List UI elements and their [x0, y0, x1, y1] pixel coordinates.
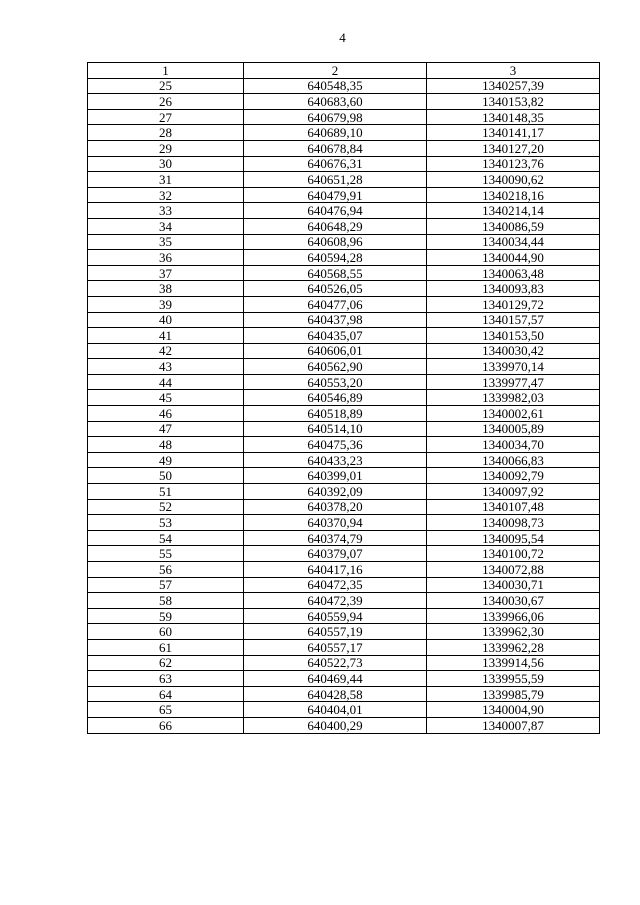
x-coordinate-cell: 640526,05 — [244, 281, 427, 297]
y-coordinate-cell: 1340030,67 — [427, 593, 600, 609]
point-number-cell: 38 — [88, 281, 244, 297]
y-coordinate-cell: 1340092,79 — [427, 468, 600, 484]
point-number-cell: 60 — [88, 624, 244, 640]
point-number-cell: 52 — [88, 499, 244, 515]
y-coordinate-cell: 1340123,76 — [427, 156, 600, 172]
table-body — [88, 78, 600, 733]
table-row — [88, 156, 600, 172]
point-number-cell: 28 — [88, 125, 244, 141]
x-coordinate-cell: 640374,79 — [244, 530, 427, 546]
point-number-cell: 46 — [88, 406, 244, 422]
table-row — [88, 265, 600, 281]
table-row — [88, 390, 600, 406]
x-coordinate-cell: 640476,94 — [244, 203, 427, 219]
x-coordinate-cell: 640437,98 — [244, 312, 427, 328]
table-row — [88, 203, 600, 219]
point-number-cell: 36 — [88, 250, 244, 266]
y-coordinate-cell: 1340072,88 — [427, 562, 600, 578]
x-coordinate-cell: 640514,10 — [244, 421, 427, 437]
y-coordinate-cell: 1340002,61 — [427, 406, 600, 422]
y-coordinate-cell: 1340218,16 — [427, 187, 600, 203]
x-coordinate-cell: 640651,28 — [244, 172, 427, 188]
table-row — [88, 421, 600, 437]
x-coordinate-cell: 640568,55 — [244, 265, 427, 281]
point-number-cell: 51 — [88, 484, 244, 500]
table-row — [88, 374, 600, 390]
point-number-cell: 63 — [88, 671, 244, 687]
table-row — [88, 686, 600, 702]
table-row — [88, 702, 600, 718]
point-number-cell: 37 — [88, 265, 244, 281]
point-number-cell: 47 — [88, 421, 244, 437]
table-row — [88, 406, 600, 422]
table-row — [88, 624, 600, 640]
point-number-cell: 61 — [88, 639, 244, 655]
x-coordinate-cell: 640557,17 — [244, 639, 427, 655]
point-number-cell: 58 — [88, 593, 244, 609]
point-number-cell: 33 — [88, 203, 244, 219]
x-coordinate-cell: 640676,31 — [244, 156, 427, 172]
y-coordinate-cell: 1340153,82 — [427, 94, 600, 110]
x-coordinate-cell: 640553,20 — [244, 374, 427, 390]
x-coordinate-cell: 640475,36 — [244, 437, 427, 453]
table-row — [88, 562, 600, 578]
table-row — [88, 140, 600, 156]
y-coordinate-cell: 1340141,17 — [427, 125, 600, 141]
point-number-cell: 26 — [88, 94, 244, 110]
point-number-cell: 59 — [88, 608, 244, 624]
table-row — [88, 655, 600, 671]
y-coordinate-cell: 1340097,92 — [427, 484, 600, 500]
column-header-1: 1 — [88, 63, 244, 79]
table-row — [88, 109, 600, 125]
table-row — [88, 218, 600, 234]
x-coordinate-cell: 640518,89 — [244, 406, 427, 422]
point-number-cell: 42 — [88, 343, 244, 359]
y-coordinate-cell: 1340095,54 — [427, 530, 600, 546]
point-number-cell: 62 — [88, 655, 244, 671]
x-coordinate-cell: 640689,10 — [244, 125, 427, 141]
table-row — [88, 608, 600, 624]
table-row — [88, 250, 600, 266]
point-number-cell: 57 — [88, 577, 244, 593]
x-coordinate-cell: 640522,73 — [244, 655, 427, 671]
y-coordinate-cell: 1340093,83 — [427, 281, 600, 297]
x-coordinate-cell: 640392,09 — [244, 484, 427, 500]
table-row — [88, 452, 600, 468]
point-number-cell: 43 — [88, 359, 244, 375]
y-coordinate-cell: 1340086,59 — [427, 218, 600, 234]
y-coordinate-cell: 1340034,44 — [427, 234, 600, 250]
table-row — [88, 359, 600, 375]
x-coordinate-cell: 640594,28 — [244, 250, 427, 266]
y-coordinate-cell: 1339955,59 — [427, 671, 600, 687]
x-coordinate-cell: 640683,60 — [244, 94, 427, 110]
y-coordinate-cell: 1339977,47 — [427, 374, 600, 390]
y-coordinate-cell: 1340005,89 — [427, 421, 600, 437]
point-number-cell: 56 — [88, 562, 244, 578]
x-coordinate-cell: 640417,16 — [244, 562, 427, 578]
y-coordinate-cell: 1340100,72 — [427, 546, 600, 562]
y-coordinate-cell: 1340257,39 — [427, 78, 600, 94]
point-number-cell: 31 — [88, 172, 244, 188]
table-row — [88, 546, 600, 562]
point-number-cell: 29 — [88, 140, 244, 156]
x-coordinate-cell: 640399,01 — [244, 468, 427, 484]
y-coordinate-cell: 1340030,42 — [427, 343, 600, 359]
y-coordinate-cell: 1340157,57 — [427, 312, 600, 328]
point-number-cell: 53 — [88, 515, 244, 531]
table-row — [88, 671, 600, 687]
y-coordinate-cell: 1340107,48 — [427, 499, 600, 515]
y-coordinate-cell: 1340063,48 — [427, 265, 600, 281]
y-coordinate-cell: 1340148,35 — [427, 109, 600, 125]
point-number-cell: 34 — [88, 218, 244, 234]
y-coordinate-cell: 1340034,70 — [427, 437, 600, 453]
table-row — [88, 515, 600, 531]
x-coordinate-cell: 640606,01 — [244, 343, 427, 359]
table-row — [88, 281, 600, 297]
table-row — [88, 125, 600, 141]
y-coordinate-cell: 1339982,03 — [427, 390, 600, 406]
table-row — [88, 296, 600, 312]
table-row — [88, 468, 600, 484]
y-coordinate-cell: 1339962,30 — [427, 624, 600, 640]
y-coordinate-cell: 1340153,50 — [427, 328, 600, 344]
x-coordinate-cell: 640378,20 — [244, 499, 427, 515]
y-coordinate-cell: 1340030,71 — [427, 577, 600, 593]
x-coordinate-cell: 640557,19 — [244, 624, 427, 640]
x-coordinate-cell: 640479,91 — [244, 187, 427, 203]
table-row — [88, 172, 600, 188]
column-header-2: 2 — [244, 63, 427, 79]
table-row — [88, 312, 600, 328]
y-coordinate-cell: 1340129,72 — [427, 296, 600, 312]
point-number-cell: 41 — [88, 328, 244, 344]
point-number-cell: 44 — [88, 374, 244, 390]
y-coordinate-cell: 1340098,73 — [427, 515, 600, 531]
y-coordinate-cell: 1340214,14 — [427, 203, 600, 219]
y-coordinate-cell: 1339985,79 — [427, 686, 600, 702]
x-coordinate-cell: 640648,29 — [244, 218, 427, 234]
x-coordinate-cell: 640400,29 — [244, 717, 427, 733]
table-row — [88, 484, 600, 500]
point-number-cell: 25 — [88, 78, 244, 94]
point-number-cell: 64 — [88, 686, 244, 702]
y-coordinate-cell: 1339970,14 — [427, 359, 600, 375]
x-coordinate-cell: 640546,89 — [244, 390, 427, 406]
table-row — [88, 187, 600, 203]
point-number-cell: 32 — [88, 187, 244, 203]
table-row — [88, 639, 600, 655]
x-coordinate-cell: 640559,94 — [244, 608, 427, 624]
x-coordinate-cell: 640428,58 — [244, 686, 427, 702]
table-row — [88, 94, 600, 110]
x-coordinate-cell: 640562,90 — [244, 359, 427, 375]
point-number-cell: 49 — [88, 452, 244, 468]
table-row — [88, 328, 600, 344]
x-coordinate-cell: 640608,96 — [244, 234, 427, 250]
point-number-cell: 40 — [88, 312, 244, 328]
x-coordinate-cell: 640472,39 — [244, 593, 427, 609]
point-number-cell: 50 — [88, 468, 244, 484]
x-coordinate-cell: 640379,07 — [244, 546, 427, 562]
point-number-cell: 48 — [88, 437, 244, 453]
point-number-cell: 65 — [88, 702, 244, 718]
point-number-cell: 30 — [88, 156, 244, 172]
x-coordinate-cell: 640404,01 — [244, 702, 427, 718]
point-number-cell: 35 — [88, 234, 244, 250]
point-number-cell: 27 — [88, 109, 244, 125]
x-coordinate-cell: 640472,35 — [244, 577, 427, 593]
table-row — [88, 234, 600, 250]
x-coordinate-cell: 640679,98 — [244, 109, 427, 125]
point-number-cell: 54 — [88, 530, 244, 546]
y-coordinate-cell: 1339914,56 — [427, 655, 600, 671]
table-row — [88, 78, 600, 94]
point-number-cell: 55 — [88, 546, 244, 562]
page-number: 4 — [339, 30, 346, 45]
y-coordinate-cell: 1340007,87 — [427, 717, 600, 733]
column-header-3: 3 — [427, 63, 600, 79]
table-row — [88, 499, 600, 515]
table-row — [88, 530, 600, 546]
x-coordinate-cell: 640469,44 — [244, 671, 427, 687]
table-row — [88, 343, 600, 359]
point-number-cell: 45 — [88, 390, 244, 406]
point-number-cell: 39 — [88, 296, 244, 312]
header-row — [88, 63, 600, 79]
x-coordinate-cell: 640477,06 — [244, 296, 427, 312]
table-header — [88, 63, 600, 79]
table-row — [88, 577, 600, 593]
y-coordinate-cell: 1340127,20 — [427, 140, 600, 156]
table-row — [88, 717, 600, 733]
point-number-cell: 66 — [88, 717, 244, 733]
y-coordinate-cell: 1340044,90 — [427, 250, 600, 266]
coordinates-table — [87, 62, 600, 734]
y-coordinate-cell: 1339962,28 — [427, 639, 600, 655]
x-coordinate-cell: 640433,23 — [244, 452, 427, 468]
x-coordinate-cell: 640548,35 — [244, 78, 427, 94]
y-coordinate-cell: 1340066,83 — [427, 452, 600, 468]
y-coordinate-cell: 1340090,62 — [427, 172, 600, 188]
y-coordinate-cell: 1340004,90 — [427, 702, 600, 718]
y-coordinate-cell: 1339966,06 — [427, 608, 600, 624]
table-row — [88, 437, 600, 453]
x-coordinate-cell: 640370,94 — [244, 515, 427, 531]
x-coordinate-cell: 640435,07 — [244, 328, 427, 344]
x-coordinate-cell: 640678,84 — [244, 140, 427, 156]
table-row — [88, 593, 600, 609]
